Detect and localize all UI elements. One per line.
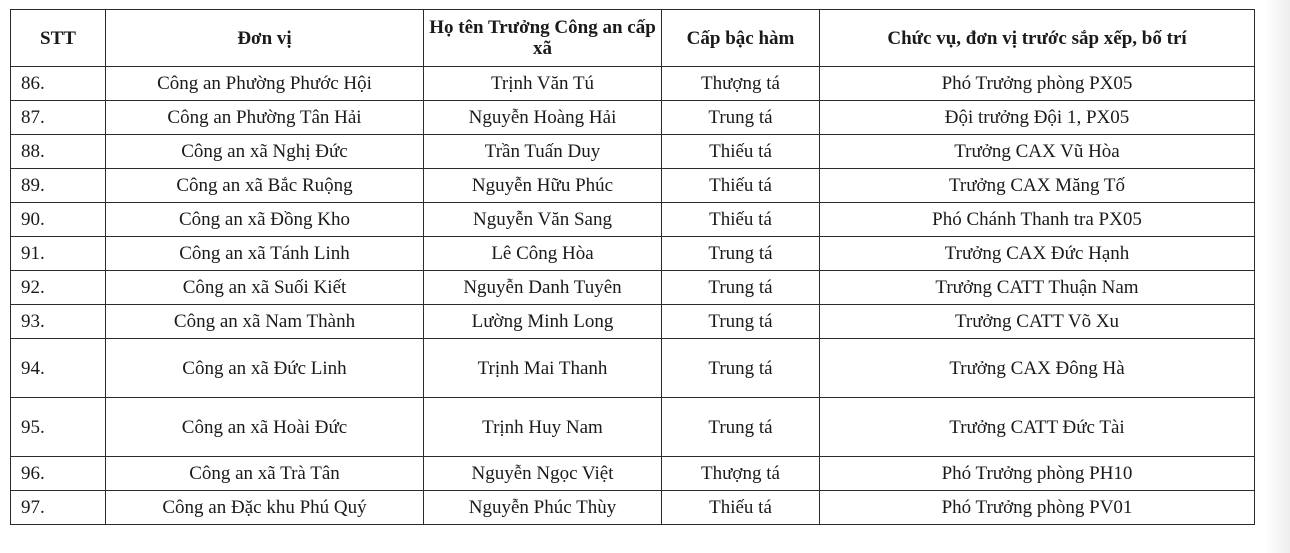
table-row: [11, 271, 1255, 305]
cell-ho-ten: Nguyễn Hữu Phúc: [424, 169, 662, 203]
cell-cap-bac: Trung tá: [662, 339, 820, 398]
cell-chuc-vu: Trưởng CAX Đức Hạnh: [820, 237, 1255, 271]
cell-chuc-vu: Trưởng CAX Đông Hà: [820, 339, 1255, 398]
table-row: [11, 101, 1255, 135]
table-row: [11, 305, 1255, 339]
cell-cap-bac: Trung tá: [662, 398, 820, 457]
cell-ho-ten: Nguyễn Phúc Thùy: [424, 491, 662, 525]
cell-don-vi: Công an xã Đức Linh: [106, 339, 424, 398]
cell-don-vi: Công an xã Suối Kiết: [106, 271, 424, 305]
table-header: [11, 10, 1255, 67]
cell-ho-ten: Nguyễn Hoàng Hải: [424, 101, 662, 135]
cell-stt: 87.: [11, 101, 106, 135]
table-row: [11, 398, 1255, 457]
cell-ho-ten: Nguyễn Danh Tuyên: [424, 271, 662, 305]
cell-cap-bac: Thượng tá: [662, 67, 820, 101]
table-row: [11, 457, 1255, 491]
cell-stt: 88.: [11, 135, 106, 169]
cell-stt: 96.: [11, 457, 106, 491]
cell-cap-bac: Trung tá: [662, 237, 820, 271]
cell-stt: 95.: [11, 398, 106, 457]
cell-don-vi: Công an Phường Tân Hải: [106, 101, 424, 135]
cell-ho-ten: Lường Minh Long: [424, 305, 662, 339]
cell-don-vi: Công an xã Bắc Ruộng: [106, 169, 424, 203]
cell-ho-ten: Nguyễn Văn Sang: [424, 203, 662, 237]
header-stt: STT: [11, 10, 106, 67]
cell-stt: 90.: [11, 203, 106, 237]
table-row: [11, 491, 1255, 525]
header-cap-bac: Cấp bậc hàm: [662, 10, 820, 67]
header-don-vi: Đơn vị: [106, 10, 424, 67]
cell-chuc-vu: Trưởng CAX Măng Tố: [820, 169, 1255, 203]
cell-stt: 97.: [11, 491, 106, 525]
cell-stt: 94.: [11, 339, 106, 398]
cell-cap-bac: Thiếu tá: [662, 491, 820, 525]
table-body: [11, 67, 1255, 525]
cell-cap-bac: Trung tá: [662, 271, 820, 305]
cell-cap-bac: Thiếu tá: [662, 203, 820, 237]
cell-chuc-vu: Phó Chánh Thanh tra PX05: [820, 203, 1255, 237]
cell-cap-bac: Thượng tá: [662, 457, 820, 491]
scan-edge-shadow: [1266, 0, 1290, 553]
cell-chuc-vu: Đội trưởng Đội 1, PX05: [820, 101, 1255, 135]
cell-ho-ten: Trịnh Mai Thanh: [424, 339, 662, 398]
table-row: [11, 339, 1255, 398]
cell-chuc-vu: Trưởng CATT Đức Tài: [820, 398, 1255, 457]
header-row: [11, 10, 1255, 67]
cell-cap-bac: Thiếu tá: [662, 135, 820, 169]
cell-don-vi: Công an Đặc khu Phú Quý: [106, 491, 424, 525]
cell-chuc-vu: Phó Trưởng phòng PX05: [820, 67, 1255, 101]
table-row: [11, 67, 1255, 101]
table-row: [11, 237, 1255, 271]
cell-don-vi: Công an xã Tánh Linh: [106, 237, 424, 271]
cell-stt: 93.: [11, 305, 106, 339]
cell-don-vi: Công an xã Nghị Đức: [106, 135, 424, 169]
cell-ho-ten: Trần Tuấn Duy: [424, 135, 662, 169]
header-chuc-vu: Chức vụ, đơn vị trước sắp xếp, bố trí: [820, 10, 1255, 67]
personnel-table: [10, 9, 1255, 525]
cell-chuc-vu: Trưởng CAX Vũ Hòa: [820, 135, 1255, 169]
cell-ho-ten: Trịnh Văn Tú: [424, 67, 662, 101]
cell-stt: 89.: [11, 169, 106, 203]
cell-don-vi: Công an xã Nam Thành: [106, 305, 424, 339]
table-row: [11, 203, 1255, 237]
cell-ho-ten: Nguyễn Ngọc Việt: [424, 457, 662, 491]
cell-chuc-vu: Phó Trưởng phòng PV01: [820, 491, 1255, 525]
table-row: [11, 169, 1255, 203]
cell-cap-bac: Trung tá: [662, 305, 820, 339]
cell-don-vi: Công an Phường Phước Hội: [106, 67, 424, 101]
cell-chuc-vu: Trưởng CATT Võ Xu: [820, 305, 1255, 339]
cell-stt: 86.: [11, 67, 106, 101]
table-row: [11, 135, 1255, 169]
cell-stt: 92.: [11, 271, 106, 305]
cell-chuc-vu: Phó Trưởng phòng PH10: [820, 457, 1255, 491]
cell-ho-ten: Trịnh Huy Nam: [424, 398, 662, 457]
cell-chuc-vu: Trưởng CATT Thuận Nam: [820, 271, 1255, 305]
cell-don-vi: Công an xã Đồng Kho: [106, 203, 424, 237]
header-ho-ten: Họ tên Trưởng Công an cấp xã: [424, 10, 662, 67]
cell-cap-bac: Thiếu tá: [662, 169, 820, 203]
cell-don-vi: Công an xã Trà Tân: [106, 457, 424, 491]
cell-ho-ten: Lê Công Hòa: [424, 237, 662, 271]
cell-stt: 91.: [11, 237, 106, 271]
cell-cap-bac: Trung tá: [662, 101, 820, 135]
cell-don-vi: Công an xã Hoài Đức: [106, 398, 424, 457]
